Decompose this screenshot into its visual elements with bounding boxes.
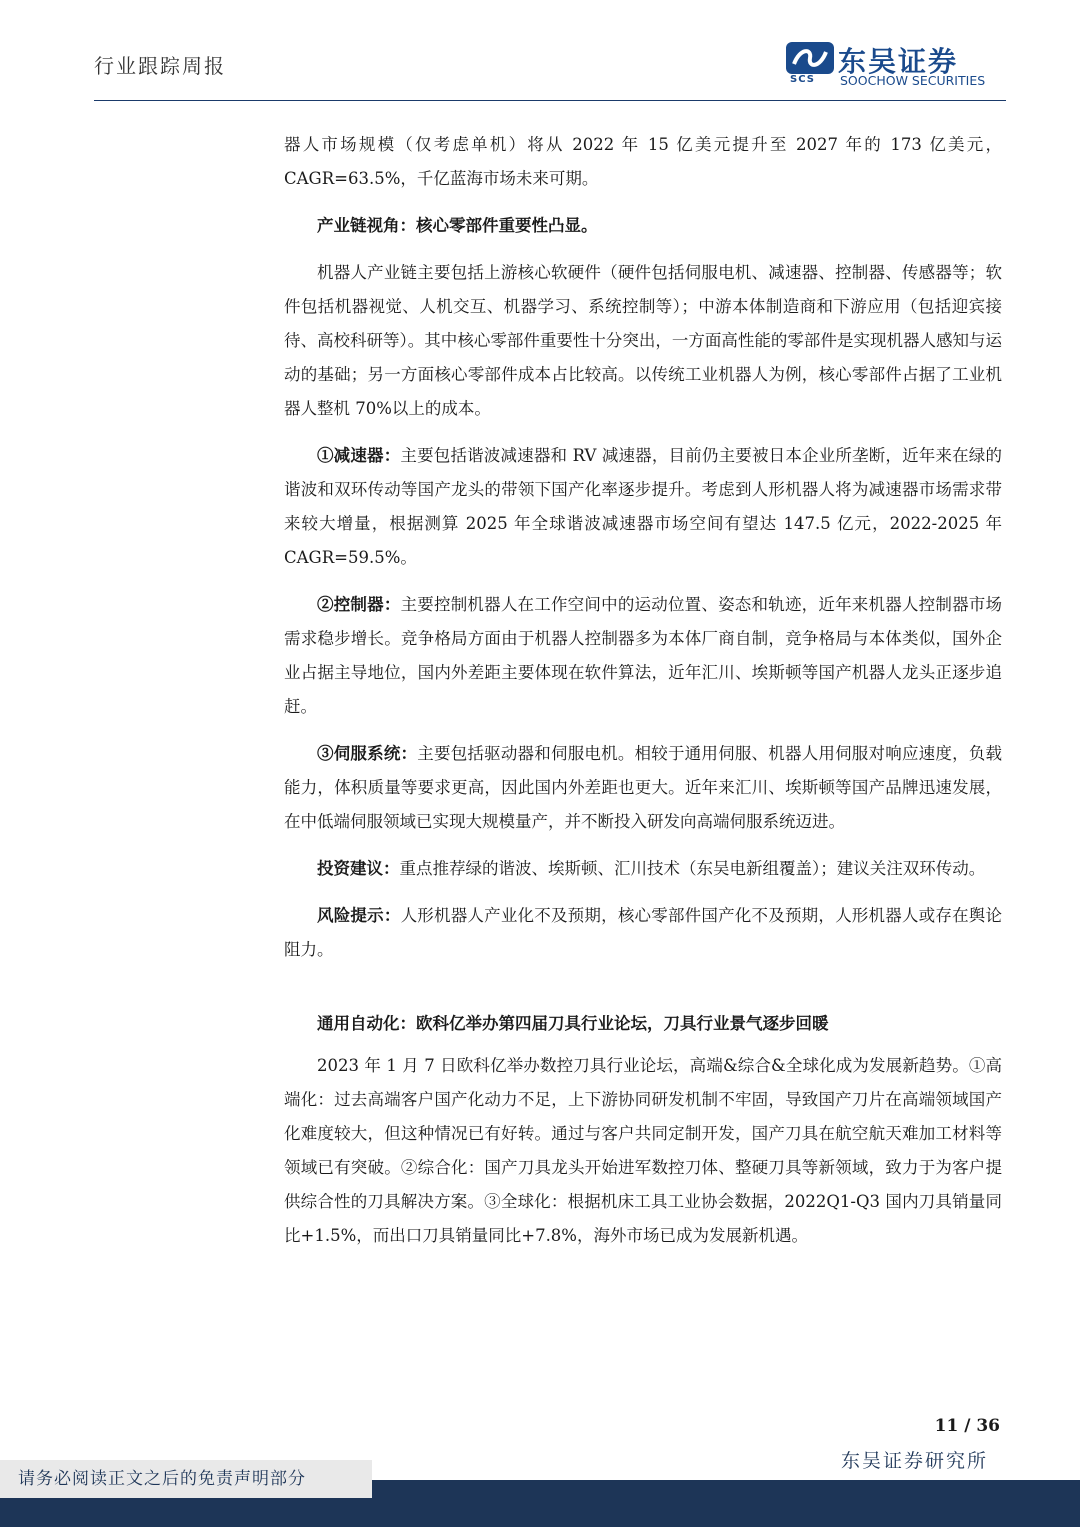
investment-text: 重点推荐绿的谐波、埃斯顿、汇川技术（东吴电新组覆盖）；建议关注双环传动。	[399, 859, 986, 878]
main-content	[284, 128, 1002, 1266]
controller-text: 主要控制机器人在工作空间中的运动位置、姿态和轨迹，近年来机器人控制器市场需求稳步增长。竞争格局方面由于机器人控制器多为本体厂商自制，竞争格局与本体类似，国外企业占据主导地位，国内外差距主要体现在软件算法，近年汇川、埃斯顿等国产机器人龙头正逐步追赶。	[284, 595, 1002, 716]
paragraph-risk	[284, 899, 1002, 967]
paragraph-servo	[284, 737, 1002, 839]
paragraph-industry-chain: 机器人产业链主要包括上游核心软硬件（硬件包括伺服电机、减速器、控制器、传感器等；软件包括机器视觉、人机交互、机器学习、系统控制等）；中游本体制造商和下游应用（包括迎宾接待、高校科研等）。其中核心零部件重要性十分突出，一方面高性能的零部件是实现机器人感知与运动的基础；另一方面核心零部件成本占比较高。以传统工业机器人为例，核心零部件占据了工业机器人整机 70%以上的成本。	[284, 263, 1002, 418]
reducer-label: ①减速器：	[317, 446, 401, 465]
servo-text: 主要包括驱动器和伺服电机。相较于通用伺服、机器人用伺服对响应速度，负载能力，体积质量等要求更高，因此国内外差距也更大。近年来汇川、埃斯顿等国产品牌迅速发展，在中低端伺服领域已实现大规模量产，并不断投入研发向高端伺服系统迈进。	[284, 744, 1003, 831]
controller-label: ②控制器：	[317, 595, 401, 614]
paragraph-controller	[284, 588, 1002, 724]
paragraph-tool-forum: 2023 年 1 月 7 日欧科亿举办数控刀具行业论坛，高端&综合&全球化成为发展新趋势。①高端化：过去高端客户国产化动力不足，上下游协同研发机制不牢固，导致国产刀片在高端领域国产化难度较大，但这种情况已有好转。通过与客户共同定制开发，国产刀具在航空航天难加工材料等领域已有突破。②综合化：国产刀具龙头开始进军数控刀体、整硬刀具等新领域，致力于为客户提供综合性的刀具解决方案。③全球化：根据机床工具工业协会数据，2022Q1-Q3 国内刀具销量同比+1.5%，而出口刀具销量同比+7.8%，海外市场已成为发展新机遇。	[284, 1056, 1002, 1245]
investment-label: 投资建议：	[317, 859, 400, 878]
report-type-label: 行业跟踪周报	[94, 54, 226, 78]
paragraph-industry-chain-heading: 产业链视角：核心零部件重要性凸显。	[317, 216, 598, 235]
reducer-text: 主要包括谐波减速器和 RV 减速器，目前仍主要被日本企业所垄断，近年来在绿的谐波和双环传动等国产龙头的带领下国产化率逐步提升。考虑到人形机器人将为减速器市场需求带来较大增量，根据测算 2025 年全球谐波减速器市场空间有望达 147.5 亿元，2022-2025 年 CAGR=59.5%。	[284, 446, 1002, 567]
logo-mark-icon	[786, 42, 834, 76]
logo-en-text: SOOCHOW SECURITIES	[840, 73, 986, 88]
logo-abbr: SCS	[790, 74, 815, 85]
logo-cn-text: 东吴证券	[838, 45, 959, 78]
servo-label: ③伺服系统：	[317, 744, 418, 763]
paragraph-market-size: 器人市场规模（仅考虑单机）将从 2022 年 15 亿美元提升至 2027 年的 173 亿美元，CAGR=63.5%，千亿蓝海市场未来可期。	[284, 135, 1002, 188]
page-number: 11 / 36	[934, 1416, 1000, 1436]
header-divider	[94, 100, 1006, 101]
footer-institute: 东吴证券研究所	[840, 1450, 988, 1472]
risk-text: 人形机器人产业化不及预期，核心零部件国产化不及预期，人形机器人或存在舆论阻力。	[284, 906, 1002, 959]
section-title-automation: 通用自动化：欧科亿举办第四届刀具行业论坛，刀具行业景气逐步回暖	[317, 1014, 829, 1033]
footer-disclaimer: 请务必阅读正文之后的免责声明部分	[0, 1460, 372, 1498]
risk-label: 风险提示：	[317, 906, 401, 925]
paragraph-reducer	[284, 439, 1002, 575]
paragraph-investment	[284, 852, 1002, 886]
soochow-securities-logo	[786, 40, 1006, 92]
